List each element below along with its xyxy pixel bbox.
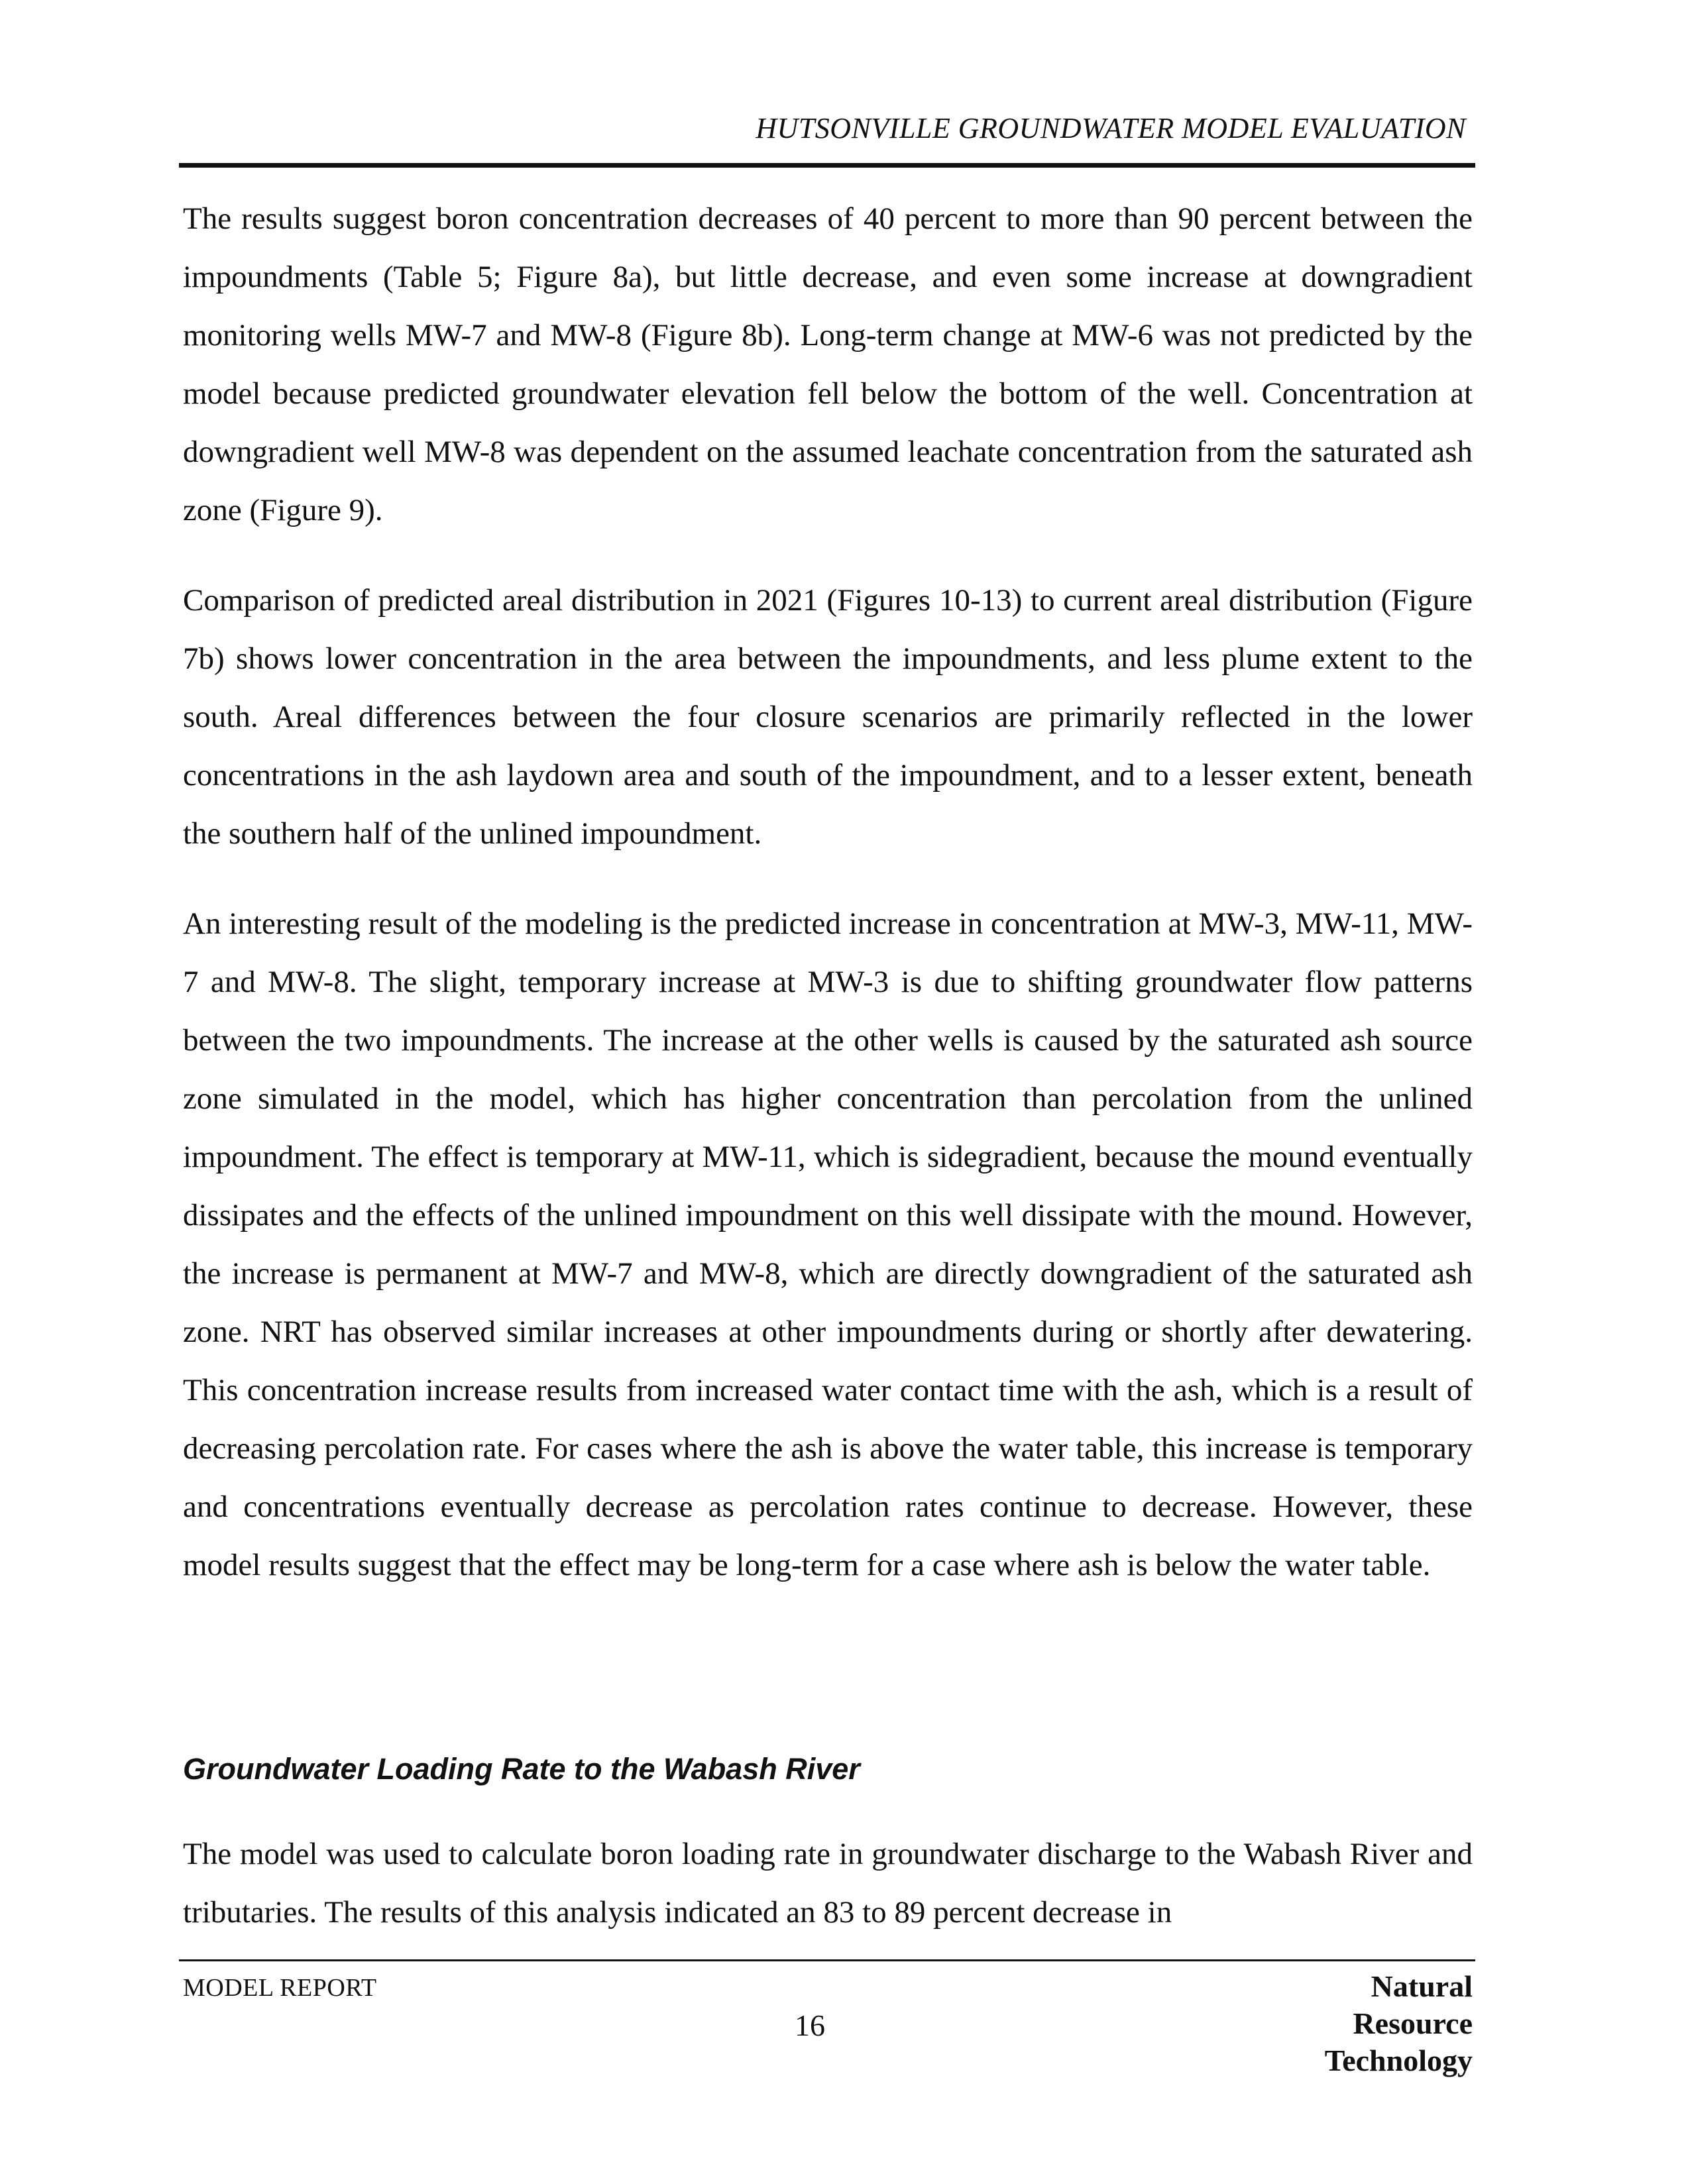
body-paragraph-2: Comparison of predicted areal distribution in 2021 (Figures 10-13) to current areal distribution (Figure 7b) shows lower concentration in the area between the impoundments, and less plume extent to the south. Areal differences between the four closure scenarios are primarily reflected in the lower concentrations in the ash laydown area and south of the impoundment, and to a lesser extent, beneath the southern half of the unlined impoundment. — [183, 583, 1473, 851]
company-name-line-3: Technology — [1324, 2044, 1473, 2077]
body-paragraph-3: An interesting result of the modeling is the predicted increase in concentration at MW-3, MW-11, MW-7 and MW-8. The slight, temporary increase at MW-3 is due to shifting groundwater flow patterns between the two impoundments. The increase at the other wells is caused by the saturated ash source zone simulated in the model, which has higher concentration than percolation from the unlined impoundment. The effect is temporary at MW-11, which is sidegradient, because the mound eventually dissipates and the effects of the unlined impoundment on this well dissipate with the mound. However, the increase is permanent at MW-7 and MW-8, which are directly downgradient of the saturated ash zone. NRT has observed similar increases at other impoundments during or shortly after dewatering. This concentration increase results from increased water contact time with the ash, which is a result of decreasing percolation rate. For cases where the ash is above the water table, this increase is temporary and concentrations eventually decrease as percolation rates continue to decrease. However, these model results suggest that the effect may be long-term for a case where ash is below the water table. — [183, 906, 1473, 1582]
company-name-line-1: Natural — [1371, 1969, 1473, 2003]
footer-report-label: MODEL REPORT — [183, 1974, 377, 2002]
header-divider — [179, 163, 1475, 168]
body-paragraph-4: The model was used to calculate boron loading rate in groundwater discharge to the Wabash River and tributaries. The results of this analysis indicated an 83 to 89 percent decrease in — [183, 1837, 1473, 1930]
company-name — [1325, 1968, 1473, 2079]
body-paragraph-1: The results suggest boron concentration decreases of 40 percent to more than 90 percent between the impoundments (Table 5; Figure 8a), but little decrease, and even some increase at downgradient monitoring wells MW-7 and MW-8 (Figure 8b). Long-term change at MW-6 was not predicted by the model because predicted groundwater elevation fell below the bottom of the well. Concentration at downgradient well MW-8 was dependent on the assumed leachate concentration from the saturated ash zone (Figure 9). — [183, 201, 1473, 527]
page-number: 16 — [795, 2008, 825, 2042]
footer-divider — [179, 1959, 1475, 1961]
company-name-line-2: Resource — [1353, 2006, 1473, 2040]
running-header-title: HUTSONVILLE GROUNDWATER MODEL EVALUATION — [756, 112, 1466, 144]
section-heading: Groundwater Loading Rate to the Wabash River — [183, 1752, 860, 1786]
